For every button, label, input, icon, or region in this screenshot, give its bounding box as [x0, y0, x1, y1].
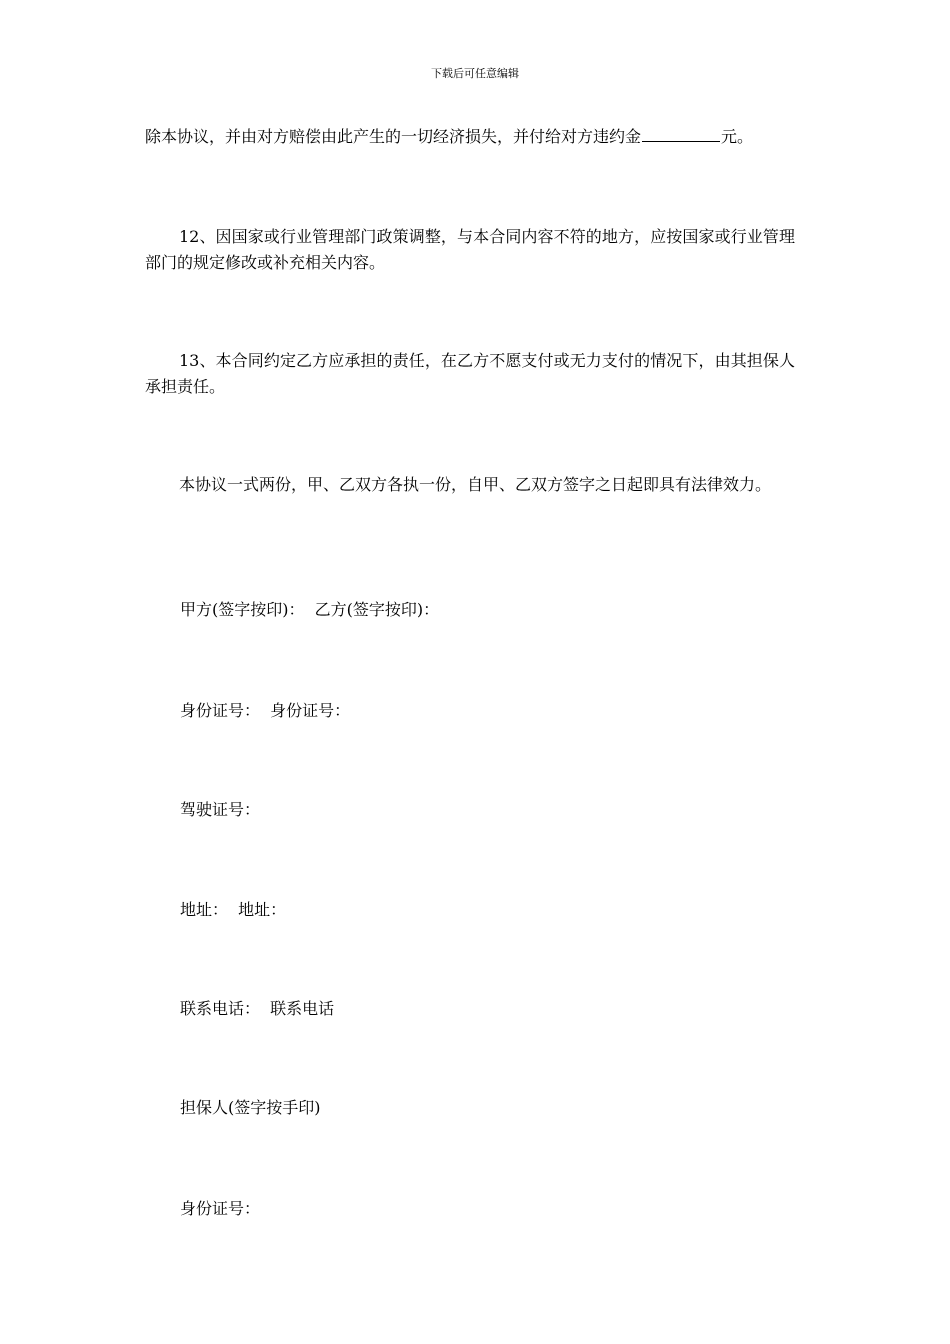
guarantor-id-line: 身份证号： [180, 1199, 261, 1218]
paragraph-clause-13: 13、本合同约定乙方应承担的责任，在乙方不愿支付或无力支付的情况下，由其担保人承担责任。 [145, 351, 795, 396]
penalty-amount-blank[interactable] [642, 125, 720, 142]
guarantor-signature-line: 担保人(签字按手印) [180, 1098, 321, 1117]
id-number-line: 身份证号： 身份证号： [180, 701, 351, 720]
phone-line: 联系电话： 联系电话 [180, 999, 335, 1018]
penalty-text-before: 除本协议，并由对方赔偿由此产生的一切经济损失，并付给对方违约金 [145, 127, 642, 146]
driver-license-line: 驾驶证号： [180, 800, 261, 819]
penalty-text-after: 元。 [721, 127, 754, 146]
party-signature-line: 甲方(签字按印)： 乙方(签字按印)： [180, 600, 440, 619]
page-header-note: 下载后可任意编辑 [431, 67, 519, 80]
paragraph-copies: 本协议一式两份，甲、乙双方各执一份，自甲、乙双方签字之日起即具有法律效力。 [179, 475, 772, 494]
address-line: 地址： 地址： [180, 900, 287, 919]
paragraph-penalty-continuation [145, 124, 795, 150]
paragraph-clause-12: 12、因国家或行业管理部门政策调整，与本合同内容不符的地方，应按国家或行业管理部门的规定修改或补充相关内容。 [145, 227, 795, 272]
